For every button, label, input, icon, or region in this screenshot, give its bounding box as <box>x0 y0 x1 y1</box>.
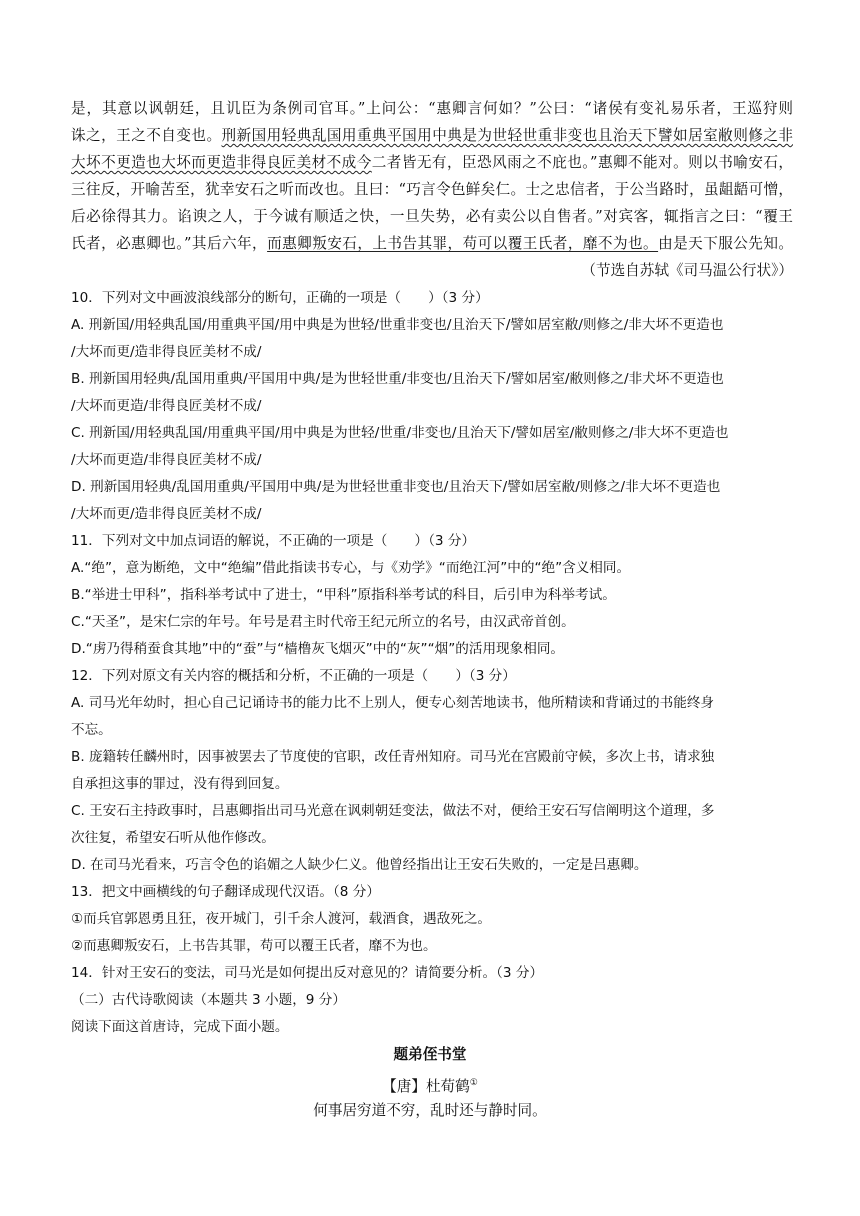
q12-option-d: D. 在司马光看来，巧言令色的谄媚之人缺少仁义。他曾经指出让王安石失败的，一定是吕惠卿。 <box>71 857 648 873</box>
q11-stem: 11．下列对文中加点词语的解说，不正确的一项是（ ）（3 分） <box>71 533 476 549</box>
poem-line-1: 何事居穷道不穷，乱时还与静时同。 <box>313 1102 547 1119</box>
q12-option-a: A. 司马光年幼时，担心自己记诵诗书的能力比不上别人，便专心刻苦地读书，他所精读和背诵过的书能终身 <box>71 695 715 711</box>
q10-option-a: A. 刑新国/用轻典乱国/用重典平国/用中典是为世轻/世重非变也/且治天下/譬如居室敝/则修之/非大坏不更造也 <box>71 317 724 333</box>
q12-stem: 12．下列对原文有关内容的概括和分析，不正确的一项是（ ）（3 分） <box>71 668 516 684</box>
q10-option-b-cont: /大坏而更造/非得良匠美材不成/ <box>71 398 262 414</box>
q11-option-b: B.“举进士甲科”，指科举考试中了进士，“甲科”原指科举考试的科目，后引申为科举考试。 <box>71 587 616 603</box>
passage-text: 由是天下服公先知。 <box>658 235 793 252</box>
passage-line-2 <box>71 124 793 148</box>
q12-option-b: B. 庞籍转任麟州时，因事被罢去了节度使的官职，改任青州知府。司马光在宫殿前守候，多次上书，请求独 <box>71 749 715 765</box>
q12-option-c: C. 王安石主持政事时，吕惠卿指出司马光意在讽刺朝廷变法，做法不对，便给王安石写信阐明这个道理，多 <box>71 803 715 819</box>
section-heading: （二）古代诗歌阅读（本题共 3 小题，9 分） <box>71 992 346 1008</box>
section-intro: 阅读下面这首唐诗，完成下面小题。 <box>71 1019 289 1035</box>
q13-stem: 13．把文中画横线的句子翻译成现代汉语。（8 分） <box>71 884 380 900</box>
poem-dynasty: 【唐】 <box>382 1077 426 1095</box>
q10-option-a-cont: /大坏而更/造非得良匠美材不成/ <box>71 344 262 360</box>
q10-option-b: B. 刑新国用轻典/乱国用重典/平国用中典/是为世轻世重/非变也/且治天下/譬如居室/敝则修之/非犬坏不更造也 <box>71 371 724 387</box>
passage-text: 氏者，必惠卿也。”其后六年， <box>71 235 268 252</box>
underlined-sentence: 而惠卿叛安石，上书告其罪，苟可以覆王氏者，靡不为也。 <box>267 235 659 252</box>
footnote-marker: ① <box>469 1078 478 1088</box>
q11-option-c: C.“天圣”，是宋仁宗的年号。年号是君主时代帝王纪元所立的名号，由汉武帝首创。 <box>71 614 575 630</box>
passage-line-3 <box>71 151 793 175</box>
q11-option-a: A.“绝”，意为断绝，文中“绝编”借此指读书专心，与《劝学》“而绝江河”中的“绝”含义相同。 <box>71 560 631 576</box>
q12-option-c-cont: 次往复，希望安石听从他作修改。 <box>71 830 275 846</box>
q12-option-b-cont: 自承担这事的罪过，没有得到回复。 <box>71 776 289 792</box>
passage-text: 后必徐得其力。谄谀之人，于今诚有顺适之快，一旦失势，必有卖公以自售者。”对宾客，辄指言之曰：“覆王 <box>71 208 793 225</box>
q10-stem: 10．下列对文中画波浪线部分的断句，正确的一项是（ ）（3 分） <box>71 290 489 306</box>
q11-option-d: D.“虏乃得稍蚕食其地”中的“蚕”与“樯橹灰飞烟灭”中的“灰”“烟”的活用现象相同。 <box>71 641 565 657</box>
wavy-underlined-text: 大坏不更造也大坏而更造非得良匠美材不成今 <box>71 154 372 171</box>
q10-option-c-cont: /大坏而更造/非得良匠美材不成/ <box>71 452 262 468</box>
passage-text: 是，其意以讽朝廷，且讥臣为条例司官耳。”上问公：“惠卿言何如？”公曰：“诸侯有变礼易乐者，王巡狩则 <box>71 100 793 117</box>
poem-author-line <box>0 1071 860 1099</box>
q10-option-c: C. 刑新国/用轻典乱国/用重典平国/用中典是为世轻/世重/非变也/且治天下/譬如居室/敝则修之/非大坏不更造也 <box>71 425 729 441</box>
poem-author: 杜荀鹤 <box>425 1077 470 1095</box>
poem-title: 题弟侄书堂 <box>393 1046 467 1063</box>
q10-option-d-cont: /大坏而更/造非得良匠美材不成/ <box>71 506 262 522</box>
passage-line-1 <box>71 97 793 121</box>
q13-sentence-2: ②而惠卿叛安石，上书告其罪，苟可以覆王氏者，靡不为也。 <box>71 938 437 954</box>
wavy-underlined-text: 刑新国用轻典乱国用重典平国用中典是为世轻世重非变也且治天下譬如居室敝则修之非 <box>221 127 793 144</box>
passage-line-5 <box>71 205 793 229</box>
q13-sentence-1: ①而兵官郭恩勇且狂，夜开城门，引千余人渡河，载酒食，遇敌死之。 <box>71 911 491 927</box>
passage-line-6 <box>71 232 793 256</box>
passage-line-4 <box>71 178 793 202</box>
passage-text: 诛之，王之不自变也。 <box>71 127 222 144</box>
q12-option-a-cont: 不忘。 <box>71 722 112 738</box>
passage-text: 三往反，开喻苦至，犹幸安石之听而改也。且曰：“巧言令色鲜矣仁。士之忠信者，于公当路时，虽龃龉可憎， <box>71 181 793 198</box>
passage-text: 二者皆无有，臣恐风雨之不庇也。”惠卿不能对。则以书喻安石， <box>371 154 793 171</box>
q14-stem: 14．针对王安石的变法，司马光是如何提出反对意见的？请简要分析。（3 分） <box>71 965 544 981</box>
passage-source: （节选自苏轼《司马温公行状》） <box>581 262 793 279</box>
q10-option-d: D. 刑新国用轻典/乱国用重典/平国用中典/是为世轻世重非变也/且治天下/譬如居室敝/则修之/非大坏不更造也 <box>71 479 721 495</box>
